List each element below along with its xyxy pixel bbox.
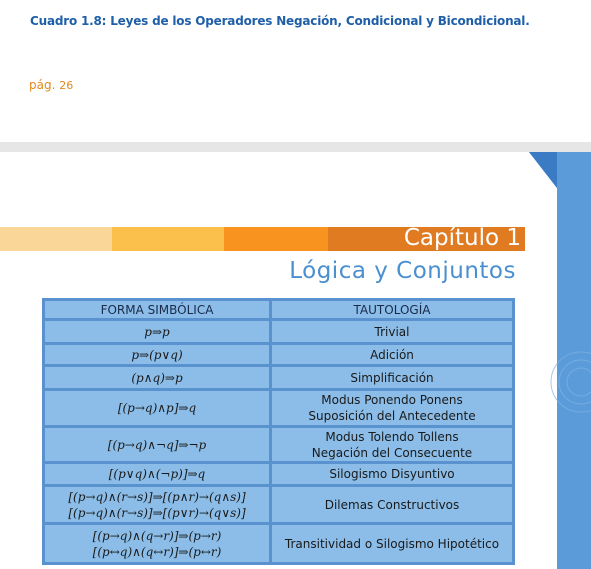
- symbolic-form-cell: [45, 525, 269, 562]
- tautology-cell: [272, 367, 512, 388]
- table-row: [45, 391, 512, 425]
- symbolic-formula: p⇒p: [144, 324, 170, 339]
- symbolic-form-cell: [45, 345, 269, 364]
- page-reference: [29, 78, 73, 92]
- tautology-name: Dilemas Constructivos: [324, 497, 460, 512]
- page-label: pág.: [29, 78, 56, 92]
- table-caption: Cuadro 1.8: Leyes de los Operadores Negación, Condicional y Bicondicional.: [30, 14, 530, 28]
- tautology-cell: [272, 464, 512, 484]
- tautology-cell: [272, 525, 512, 562]
- symbolic-formula: [(p∨q)∧(¬p)]⇒q: [108, 467, 206, 481]
- symbolic-form-cell: [45, 367, 269, 388]
- symbolic-formula: [(p→q)∧(q→r)]⇒(p→r): [92, 528, 222, 543]
- table-header-row: [45, 301, 512, 318]
- tautology-cell: [272, 391, 512, 425]
- page-number: 26: [59, 79, 74, 92]
- tautology-name: Simplificación: [350, 370, 434, 385]
- symbolic-form-cell: [45, 321, 269, 342]
- table-row: [45, 525, 512, 562]
- logic-laws-table: [42, 298, 515, 565]
- column-header-symbolic: FORMA SIMBÓLICA: [45, 301, 269, 318]
- page-corner-decoration: [529, 152, 591, 569]
- tautology-name: Suposición del Antecedente: [308, 409, 476, 423]
- symbolic-formula: [(p→q)∧(r→s)]⇒[(p∨r)→(q∨s)]: [68, 505, 246, 520]
- tautology-cell: [272, 428, 512, 461]
- column-header-tautology: TAUTOLOGÍA: [272, 301, 512, 318]
- table-row: [45, 487, 512, 522]
- header-stripe-2: [112, 227, 224, 251]
- tautology-name: Modus Tolendo Tollens: [325, 429, 459, 444]
- symbolic-formula: p⇒(p∨q): [131, 347, 183, 362]
- tautology-name: Modus Ponendo Ponens: [321, 393, 463, 407]
- table-body: [45, 321, 512, 562]
- symbolic-formula: [(p→q)∧p]⇒q: [117, 401, 197, 415]
- tautology-name: Transitividad o Silogismo Hipotético: [284, 536, 500, 551]
- symbolic-formula: [(p→q)∧(r→s)]⇒[(p∧r)→(q∧s)]: [68, 489, 246, 504]
- tautology-name: Trivial: [374, 324, 410, 339]
- chapter-title: Capítulo 1: [403, 225, 521, 251]
- symbolic-formula: [(p→q)∧¬q]⇒¬p: [107, 437, 207, 452]
- header-stripe-1: [0, 227, 112, 251]
- tautology-name: Adición: [370, 347, 414, 362]
- tautology-cell: [272, 345, 512, 364]
- symbolic-form-cell: [45, 391, 269, 425]
- table-row: [45, 345, 512, 364]
- table-row: [45, 321, 512, 342]
- symbolic-form-cell: [45, 464, 269, 484]
- tautology-cell: [272, 321, 512, 342]
- symbolic-formula: [(p↔q)∧(q↔r)]⇒(p↔r): [92, 544, 222, 559]
- table-row: [45, 464, 512, 484]
- page-divider: [0, 142, 591, 152]
- symbolic-form-cell: [45, 428, 269, 461]
- symbolic-form-cell: [45, 487, 269, 522]
- tautology-cell: [272, 487, 512, 522]
- tautology-name: Negación del Consecuente: [311, 445, 473, 460]
- table-row: [45, 428, 512, 461]
- symbolic-formula: (p∧q)⇒p: [131, 370, 183, 385]
- tautology-name: Silogismo Disyuntivo: [329, 467, 455, 481]
- header-stripe-3: [224, 227, 328, 251]
- table-row: [45, 367, 512, 388]
- chapter-subtitle: Lógica y Conjuntos: [289, 258, 516, 284]
